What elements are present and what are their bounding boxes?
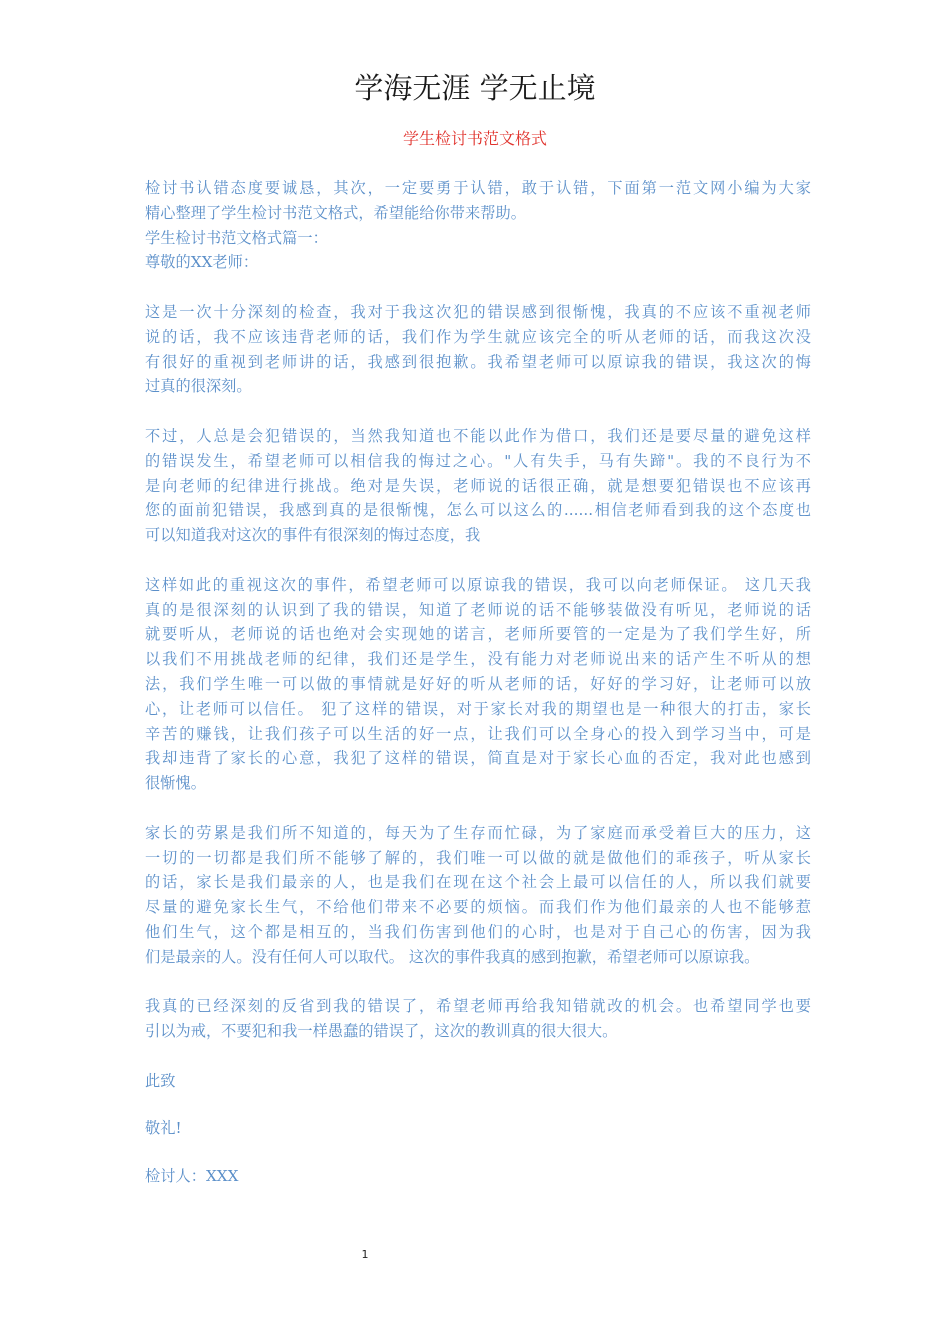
paragraph-3-line: 心，让老师可以信任。 犯了这样的错误，对于家长对我的期望也是一种很大的打击，家长 xyxy=(145,699,811,718)
paragraph-2-line: 可以知道我对这次的事件有很深刻的悔过态度，我 xyxy=(145,526,481,545)
page-header-title: 学海无涯 学无止境 xyxy=(354,71,596,105)
intro-line: 精心整理了学生检讨书范文格式，希望能给你带来帮助。 xyxy=(145,203,526,222)
paragraph-3-line: 我却违背了家长的心意，我犯了这样的错误，简直是对于家长心血的否定，我对此也感到 xyxy=(145,749,811,768)
paragraph-5-line: 我真的已经深刻的反省到我的错误了，希望老师再给我知错就改的机会。也希望同学也要 xyxy=(145,997,811,1016)
document-body xyxy=(145,176,811,1189)
paragraph-4-line: 他们生气，这个都是相互的，当我们伤害到他们的心时，也是对于自己心的伤害，因为我 xyxy=(145,922,811,941)
greeting: 尊敬的XX老师： xyxy=(145,253,259,272)
paragraph-3-line: 法，我们学生唯一可以做的事情就是好好的听从老师的话，好好的学习好，让老师可以放 xyxy=(145,674,811,693)
paragraph-4-line: 们是最亲的人。没有任何人可以取代。 这次的事件我真的感到抱歉，希望老师可以原谅我。 xyxy=(145,947,760,966)
paragraph-1-line: 过真的很深刻。 xyxy=(145,377,252,396)
paragraph-3-line: 很惭愧。 xyxy=(145,774,206,793)
paragraph-3-line: 这样如此的重视这次的事件，希望老师可以原谅我的错误，我可以向老师保证。 这几天我 xyxy=(145,575,811,594)
paragraph-3-line: 辛苦的赚钱，让我们孩子可以生活的好一点，让我们可以全身心的投入到学习当中，可是 xyxy=(145,724,811,743)
paragraph-3-line: 就要听从，老师说的话也绝对会实现她的诺言，老师所要管的一定是为了我们学生好，所 xyxy=(145,625,811,644)
paragraph-1-line: 有很好的重视到老师讲的话，我感到很抱歉。我希望老师可以原谅我的错误，我这次的悔 xyxy=(145,352,811,371)
paragraph-2-line: 是向老师的纪律进行挑战。绝对是失误，老师说的话很正确，就是想要犯错误也不应该再 xyxy=(145,476,811,495)
closing-respect: 敬礼! xyxy=(145,1119,182,1138)
paragraph-4-line: 尽量的避免家长生气，不给他们带来不必要的烦恼。而我们作为他们最亲的人也不能够惹 xyxy=(145,898,811,917)
page-number: 1 xyxy=(361,1248,369,1261)
paragraph-1-line: 这是一次十分深刻的检查，我对于我这次犯的错误感到很惭愧，我真的不应该不重视老师 xyxy=(145,302,811,321)
paragraph-3-line: 以我们不用挑战老师的纪律，我们还是学生，没有能力对老师说出来的话产生不听从的想 xyxy=(145,650,811,669)
paragraph-2-line: 不过，人总是会犯错误的，当然我知道也不能以此作为借口，我们还是要尽量的避免这样 xyxy=(145,426,811,445)
paragraph-4-line: 家长的劳累是我们所不知道的，每天为了生存而忙碌，为了家庭而承受着巨大的压力，这 xyxy=(145,823,811,842)
section-heading: 学生检讨书范文格式篇一： xyxy=(145,228,328,247)
paragraph-3-line: 真的是很深刻的认识到了我的错误，知道了老师说的话不能够装做没有听见，老师说的话 xyxy=(145,600,811,619)
paragraph-5-line: 引以为戒，不要犯和我一样愚蠢的错误了，这次的教训真的很大很大。 xyxy=(145,1022,618,1041)
paragraph-4-line: 的话，家长是我们最亲的人，也是我们在现在这个社会上最可以信任的人，所以我们就要 xyxy=(145,873,811,892)
paragraph-2-line: 您的面前犯错误，我感到真的是很惭愧，怎么可以这么的......相信老师看到我的这个态度也 xyxy=(145,501,811,520)
paragraph-1-line: 说的话，我不应该违背老师的话，我们作为学生就应该完全的听从老师的话，而我这次没 xyxy=(145,327,811,346)
signature: 检讨人：XXX xyxy=(145,1167,239,1186)
document-title: 学生检讨书范文格式 xyxy=(402,129,547,148)
intro-line: 检讨书认错态度要诚恳，其次，一定要勇于认错，敢于认错，下面第一范文网小编为大家 xyxy=(145,179,811,197)
paragraph-2-line: 的错误发生，希望老师可以相信我的悔过之心。"人有失手，马有失蹄"。我的不良行为不 xyxy=(145,451,811,470)
paragraph-4-line: 一切的一切都是我们所不能够了解的，我们唯一可以做的就是做他们的乖孩子，听从家长 xyxy=(145,848,811,867)
closing-salutation: 此致 xyxy=(145,1071,176,1090)
